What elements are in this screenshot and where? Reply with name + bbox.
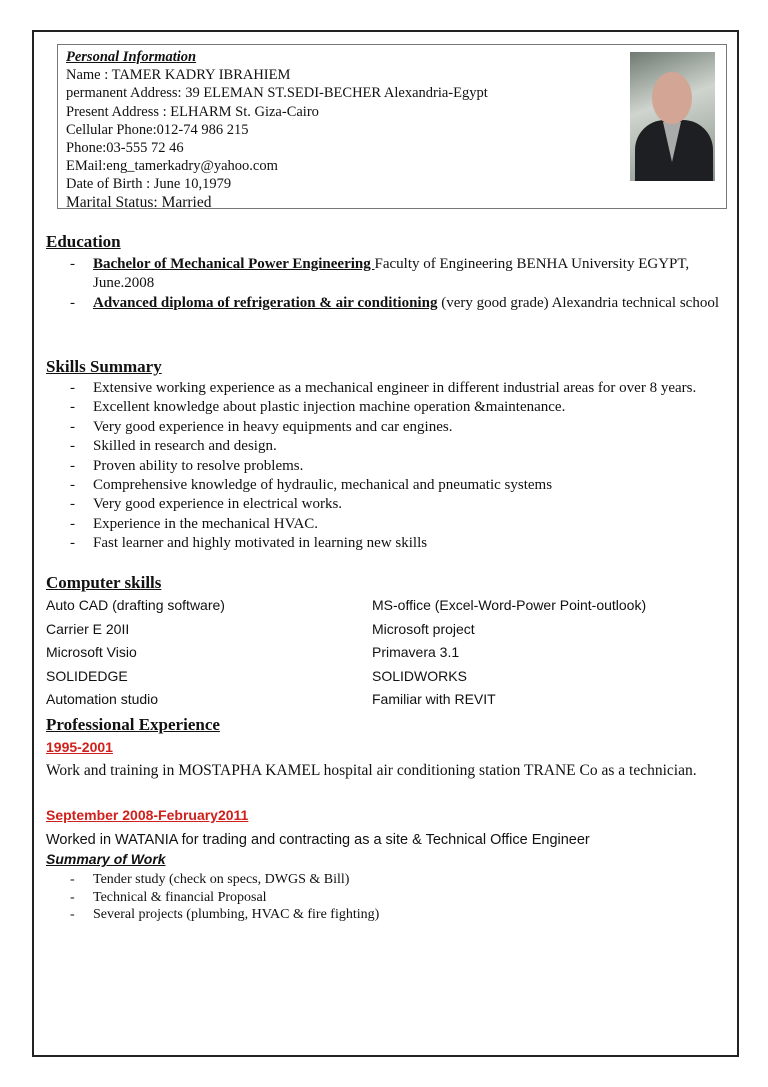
skill-item: Microsoft Visio [46, 644, 137, 661]
skill-item: Microsoft project [372, 620, 475, 637]
education-heading: Education [46, 232, 121, 251]
list-item: - Technical & financial Proposal [60, 889, 720, 907]
period-1: 1995-2001 [46, 739, 113, 755]
skill-item: Auto CAD (drafting software) [46, 597, 225, 613]
personal-info-box [57, 44, 727, 209]
dob-line: Date of Birth : June 10,1979 [66, 176, 232, 193]
skills-list [60, 379, 720, 554]
skill-item: SOLIDWORKS [372, 667, 467, 684]
profile-photo [630, 52, 715, 181]
cellular-line: Cellular Phone:012-74 986 215 [66, 121, 249, 138]
experience-2-desc: Worked in WATANIA for trading and contracting as a site & Technical Office Engineer [46, 832, 590, 848]
skills-heading: Skills Summary [46, 357, 162, 376]
skill-item: Carrier E 20II [46, 620, 130, 637]
marital-line: Marital Status: Married [66, 193, 212, 211]
list-item: - Tender study (check on specs, DWGS & Bill) [60, 871, 720, 889]
summary-of-work-heading: Summary of Work [46, 851, 166, 867]
list-item: - Comprehensive knowledge of hydraulic, mechanical and pneumatic systems [60, 476, 720, 495]
skill-item: SOLIDEDGE [46, 667, 128, 684]
computer-skills-heading: Computer skills [46, 573, 162, 592]
experience-heading: Professional Experience [46, 715, 220, 734]
permanent-address-line: permanent Address: 39 ELEMAN ST.SEDI-BECHER Alexandria-Egypt [66, 85, 488, 102]
list-item: - Very good experience in electrical works. [60, 495, 720, 514]
email-line: EMail:eng_tamerkadry@yahoo.com [66, 158, 278, 175]
summary-list [60, 871, 720, 924]
list-item: - Excellent knowledge about plastic injection machine operation &maintenance. [60, 398, 720, 417]
skill-item: Automation studio [46, 691, 159, 708]
education-list [60, 255, 720, 313]
list-item: - Extensive working experience as a mechanical engineer in different industrial areas for over 8 years. [60, 379, 720, 398]
list-item: - Fast learner and highly motivated in learning new skills [60, 534, 720, 553]
present-address-line: Present Address : ELHARM St. Giza-Cairo [66, 103, 319, 120]
list-item: - Very good experience in heavy equipments and car engines. [60, 418, 720, 437]
experience-1-desc: Work and training in MOSTAPHA KAMEL hospital air conditioning station TRANE Co as a technician. [46, 762, 697, 779]
list-item: - Proven ability to resolve problems. [60, 457, 720, 476]
period-2: September 2008-February2011 [46, 807, 249, 823]
list-item: - Skilled in research and design. [60, 437, 720, 456]
phone-line: Phone:03-555 72 46 [66, 140, 184, 157]
skill-item: Primavera 3.1 [372, 644, 460, 661]
skill-item: MS-office (Excel-Word-Power Point-outlook) [372, 597, 647, 613]
list-item: - Experience in the mechanical HVAC. [60, 515, 720, 534]
list-item: - Bachelor of Mechanical Power Engineering Faculty of Engineering BENHA University EGYPT, June.2008 [60, 255, 720, 294]
personal-info-title: Personal Information [66, 49, 197, 65]
list-item: - Several projects (plumbing, HVAC & fire fighting) [60, 906, 720, 924]
name-line: Name : TAMER KADRY IBRAHIEM [66, 67, 291, 84]
list-item: - Advanced diploma of refrigeration & air conditioning (very good grade) Alexandria technical school [60, 294, 720, 313]
skill-item: Familiar with REVIT [372, 691, 496, 708]
computer-skills-grid [46, 594, 732, 712]
